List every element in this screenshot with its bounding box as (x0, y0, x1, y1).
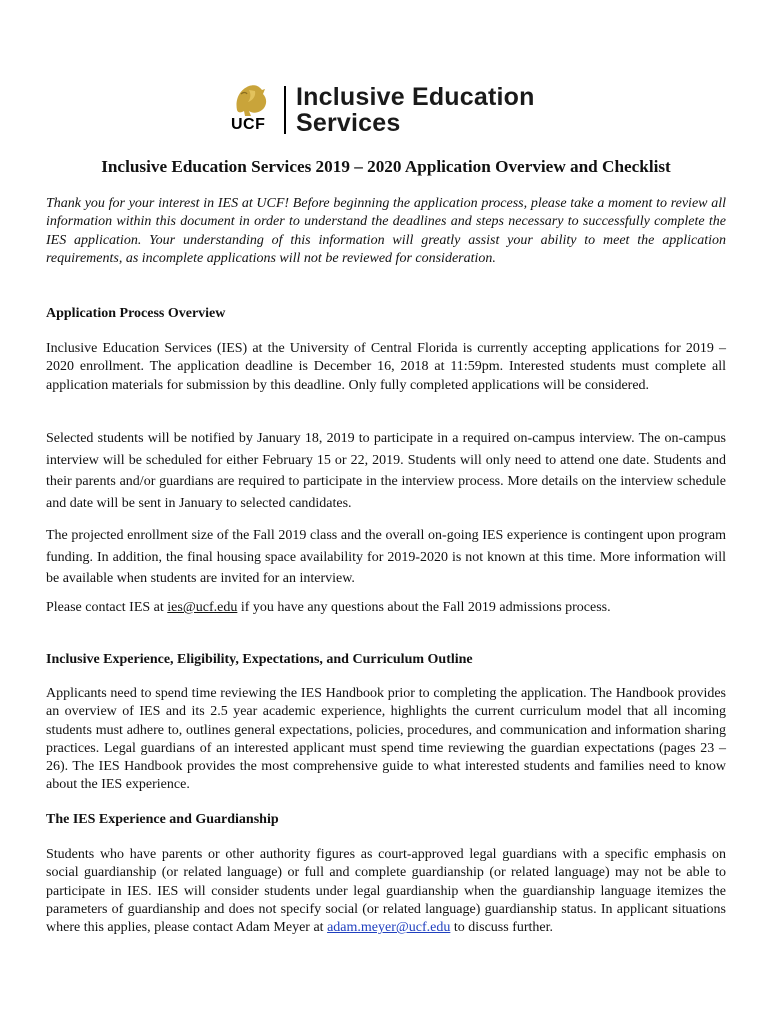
guardianship-text-before: Students who have parents or other authority figures as court-approved legal guardians with a specific emphasis on social guardianship (or related language) or full and complete guardianship (or related language) may not be able to participate in IES. IES will consider students under legal guardianship when the guardianship language itemizes the parameters of guardianship and does not specify social (or related language) guardianship status. In applicant situations where this applies, please contact Adam Meyer at (46, 847, 726, 936)
contact-paragraph (46, 599, 726, 617)
guardianship-paragraph (46, 846, 726, 937)
contact-text-after: if you have any questions about the Fall 2019 admissions process. (237, 600, 611, 615)
document-title: Inclusive Education Services 2019 – 2020 Application Overview and Checklist (101, 157, 671, 176)
ies-logo (229, 80, 541, 138)
section-heading-eligibility: Inclusive Experience, Eligibility, Expectations, and Curriculum Outline (46, 652, 473, 667)
intro-paragraph: Thank you for your interest in IES at UCF! Before beginning the application process, please take a moment to review all information within this document in order to understand the deadlines and steps necessary to successfully complete the IES application. Your understanding of this information will greatly assist your ability to meet the application requirements, as incomplete applications will not be reviewed for consideration. (46, 196, 726, 266)
logo-divider (284, 86, 286, 134)
logo-wordmark-line2: Services (296, 109, 401, 137)
section-heading-application-process: Application Process Overview (46, 306, 226, 321)
contact-text-before: Please contact IES at (46, 600, 168, 615)
ies-email-link[interactable]: ies@ucf.edu (167, 600, 238, 615)
interview-paragraph: Selected students will be notified by January 18, 2019 to participate in a required on-campus interview. The on-campus interview will be scheduled for either February 15 or 22, 2019. Students will only need to attend one date. Students and their parents and/or guardians are required to participate in the interview process. More details on the interview schedule and date will be sent in January to selected candidates. (46, 431, 726, 511)
adam-meyer-email-link[interactable]: adam.meyer@ucf.edu (327, 920, 451, 936)
section-heading-guardianship: The IES Experience and Guardianship (46, 812, 279, 827)
enrollment-paragraph: The projected enrollment size of the Fall 2019 class and the overall on-going IES experience is contingent upon program funding. In addition, the final housing space availability for 2019-2020 is not known at this time. More information will be available when students are invited for an interview. (46, 528, 726, 587)
logo-wordmark-line1: Inclusive Education (296, 83, 535, 111)
ucf-abbrev: UCF (231, 116, 266, 133)
guardianship-text-after: to discuss further. (450, 920, 554, 936)
application-overview-paragraph: Inclusive Education Services (IES) at the University of Central Florida is currently accepting applications for 2019 – 2020 enrollment. The application deadline is December 16, 2018 at 11:59pm. Interested students must complete all application materials for submission by this deadline. Only fully completed applications will be considered. (46, 341, 726, 393)
handbook-paragraph: Applicants need to spend time reviewing the IES Handbook prior to completing the application. The Handbook provides an overview of IES and its 2.5 year academic experience, highlights the current curriculum model that all incoming students must adhere to, outlines general expectations, policies, procedures, and communication and information sharing practices. Legal guardians of an interested applicant must spend time reviewing the guardian expectations (pages 23 – 26). The IES Handbook provides the most comprehensive guide to what interested students and families need to know about the IES experience. (46, 686, 726, 793)
